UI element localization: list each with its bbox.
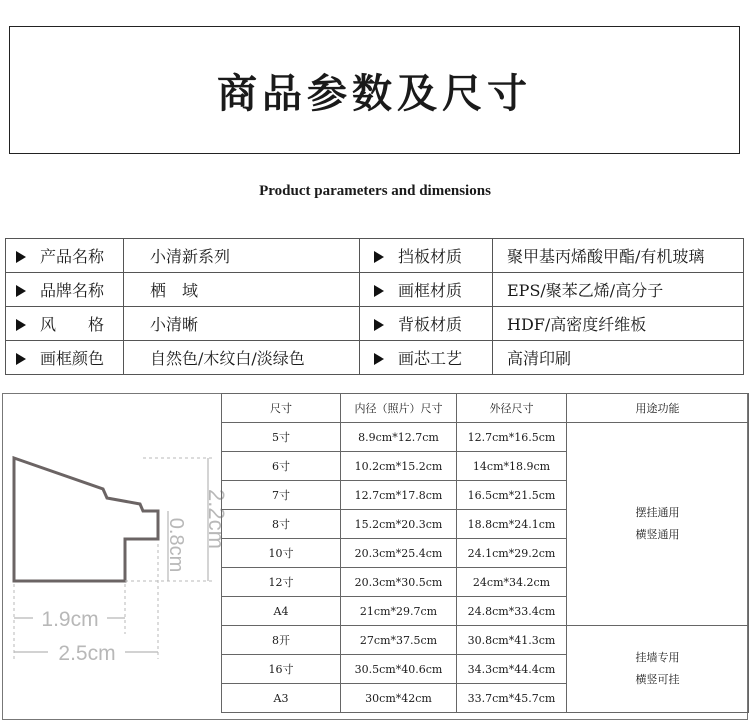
outer-size-cell: 24.8cm*33.4cm bbox=[457, 597, 567, 626]
outer-size-cell: 24cm*34.2cm bbox=[457, 568, 567, 597]
usage-line: 挂墙专用 bbox=[635, 651, 680, 664]
title-box bbox=[9, 26, 740, 154]
param-value: 自然色/木纹白/淡绿色 bbox=[124, 341, 360, 375]
triangle-bullet-icon bbox=[374, 285, 384, 297]
outer-size-cell: 34.3cm*44.4cm bbox=[457, 655, 567, 684]
param-key: 背板材质 bbox=[360, 307, 493, 341]
size-cell: 12寸 bbox=[222, 568, 341, 597]
param-row bbox=[6, 307, 744, 341]
triangle-bullet-icon bbox=[16, 285, 26, 297]
outer-size-cell: 24.1cm*29.2cm bbox=[457, 539, 567, 568]
inner-size-cell: 10.2cm*15.2cm bbox=[341, 452, 457, 481]
page-title: 商品参数及尺寸 bbox=[217, 69, 532, 117]
inner-size-cell: 8.9cm*12.7cm bbox=[341, 423, 457, 452]
size-cell: 5寸 bbox=[222, 423, 341, 452]
size-cell: 16寸 bbox=[222, 655, 341, 684]
depth-label: 0.8cm bbox=[165, 517, 187, 573]
header-outer-size: 外径尺寸 bbox=[457, 394, 567, 423]
triangle-bullet-icon bbox=[16, 251, 26, 263]
triangle-bullet-icon bbox=[16, 319, 26, 331]
product-params-table bbox=[5, 238, 744, 375]
param-key: 品牌名称 bbox=[6, 273, 124, 307]
inner-size-cell: 21cm*29.7cm bbox=[341, 597, 457, 626]
outer-size-cell: 30.8cm*41.3cm bbox=[457, 626, 567, 655]
param-value: 小清新系列 bbox=[124, 239, 360, 273]
frame-profile-diagram bbox=[3, 394, 229, 719]
triangle-bullet-icon bbox=[16, 353, 26, 365]
header-inner-size: 内径（照片）尺寸 bbox=[341, 394, 457, 423]
size-cell: 8开 bbox=[222, 626, 341, 655]
size-cell: 8寸 bbox=[222, 510, 341, 539]
inner-width-label: 1.9cm bbox=[41, 608, 99, 631]
page-subtitle: Product parameters and dimensions bbox=[259, 183, 491, 199]
triangle-bullet-icon bbox=[374, 251, 384, 263]
param-value: EPS/聚苯乙烯/高分子 bbox=[493, 273, 744, 307]
size-cell: 10寸 bbox=[222, 539, 341, 568]
size-table bbox=[221, 393, 749, 713]
outer-size-cell: 14cm*18.9cm bbox=[457, 452, 567, 481]
inner-size-cell: 20.3cm*25.4cm bbox=[341, 539, 457, 568]
inner-size-cell: 12.7cm*17.8cm bbox=[341, 481, 457, 510]
header-usage: 用途功能 bbox=[567, 394, 749, 423]
inner-size-cell: 30.5cm*40.6cm bbox=[341, 655, 457, 684]
size-cell: 7寸 bbox=[222, 481, 341, 510]
table-row bbox=[222, 626, 749, 655]
param-value: 高清印刷 bbox=[493, 341, 744, 375]
header-size: 尺寸 bbox=[222, 394, 341, 423]
frame-profile-outline bbox=[14, 458, 158, 581]
triangle-bullet-icon bbox=[374, 353, 384, 365]
triangle-bullet-icon bbox=[374, 319, 384, 331]
outer-size-cell: 33.7cm*45.7cm bbox=[457, 684, 567, 713]
param-key: 画芯工艺 bbox=[360, 341, 493, 375]
inner-size-cell: 20.3cm*30.5cm bbox=[341, 568, 457, 597]
param-key: 风 格 bbox=[6, 307, 124, 341]
size-cell: 6寸 bbox=[222, 452, 341, 481]
outer-size-cell: 18.8cm*24.1cm bbox=[457, 510, 567, 539]
table-row bbox=[222, 423, 749, 452]
param-key: 挡板材质 bbox=[360, 239, 493, 273]
param-value: HDF/高密度纤维板 bbox=[493, 307, 744, 341]
outer-size-cell: 12.7cm*16.5cm bbox=[457, 423, 567, 452]
param-row bbox=[6, 341, 744, 375]
param-key: 画框材质 bbox=[360, 273, 493, 307]
usage-line: 横竖通用 bbox=[635, 528, 680, 541]
frame-profile-svg bbox=[3, 394, 229, 719]
param-value: 小清晰 bbox=[124, 307, 360, 341]
dimensions-section bbox=[2, 393, 748, 720]
height-label: 2.2cm bbox=[204, 489, 229, 549]
size-cell: A4 bbox=[222, 597, 341, 626]
param-key: 画框颜色 bbox=[6, 341, 124, 375]
param-value: 栖 域 bbox=[124, 273, 360, 307]
param-value: 聚甲基丙烯酸甲酯/有机玻璃 bbox=[493, 239, 744, 273]
usage-line: 摆挂通用 bbox=[635, 506, 680, 519]
size-table-header bbox=[222, 394, 749, 423]
outer-width-label: 2.5cm bbox=[58, 642, 116, 665]
usage-cell bbox=[567, 423, 749, 626]
usage-cell bbox=[567, 626, 749, 713]
size-cell: A3 bbox=[222, 684, 341, 713]
param-key: 产品名称 bbox=[6, 239, 124, 273]
inner-size-cell: 27cm*37.5cm bbox=[341, 626, 457, 655]
inner-size-cell: 15.2cm*20.3cm bbox=[341, 510, 457, 539]
inner-size-cell: 30cm*42cm bbox=[341, 684, 457, 713]
outer-size-cell: 16.5cm*21.5cm bbox=[457, 481, 567, 510]
usage-line: 横竖可挂 bbox=[635, 673, 680, 686]
param-row bbox=[6, 273, 744, 307]
param-row bbox=[6, 239, 744, 273]
